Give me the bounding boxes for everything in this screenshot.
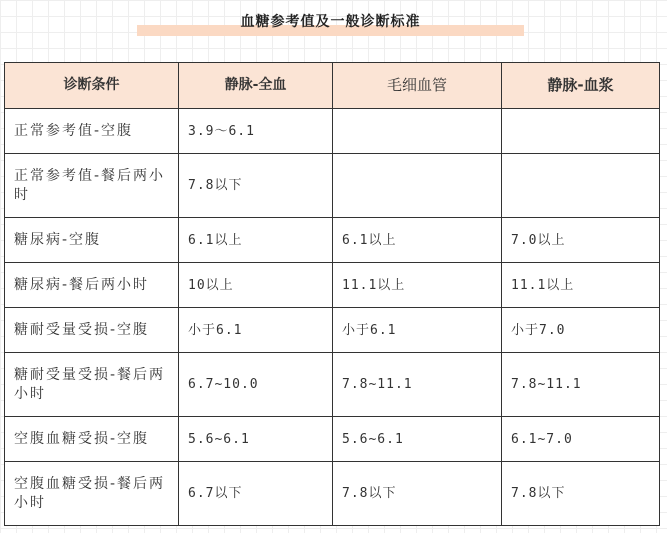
whole-blood-cell: 6.7~10.0 bbox=[179, 353, 333, 417]
header-venous-whole-blood: 静脉-全血 bbox=[179, 63, 333, 109]
table-row bbox=[5, 154, 660, 218]
whole-blood-cell: 6.7以下 bbox=[179, 462, 333, 526]
table-row bbox=[5, 417, 660, 462]
whole-blood-cell: 3.9～6.1 bbox=[179, 109, 333, 154]
blood-sugar-table bbox=[4, 62, 660, 526]
whole-blood-cell: 7.8以下 bbox=[179, 154, 333, 218]
plasma-cell bbox=[502, 154, 660, 218]
capillary-cell: 11.1以上 bbox=[333, 263, 502, 308]
condition-cell: 糖尿病-空腹 bbox=[5, 218, 179, 263]
whole-blood-cell: 10以上 bbox=[179, 263, 333, 308]
condition-cell: 空腹血糖受损-空腹 bbox=[5, 417, 179, 462]
plasma-cell: 11.1以上 bbox=[502, 263, 660, 308]
condition-cell: 糖耐受量受损-空腹 bbox=[5, 308, 179, 353]
table-row bbox=[5, 263, 660, 308]
condition-cell: 糖耐受量受损-餐后两小时 bbox=[5, 353, 179, 417]
header-venous-plasma: 静脉-血浆 bbox=[502, 63, 660, 109]
condition-cell: 正常参考值-空腹 bbox=[5, 109, 179, 154]
capillary-cell: 6.1以上 bbox=[333, 218, 502, 263]
header-condition: 诊断条件 bbox=[5, 63, 179, 109]
page-title: 血糖参考值及一般诊断标准 bbox=[240, 14, 421, 30]
table-row bbox=[5, 218, 660, 263]
plasma-cell: 7.0以上 bbox=[502, 218, 660, 263]
table-row bbox=[5, 308, 660, 353]
plasma-cell: 小于7.0 bbox=[502, 308, 660, 353]
capillary-cell: 小于6.1 bbox=[333, 308, 502, 353]
capillary-cell bbox=[333, 109, 502, 154]
plasma-cell: 7.8~11.1 bbox=[502, 353, 660, 417]
capillary-cell: 7.8以下 bbox=[333, 462, 502, 526]
whole-blood-cell: 6.1以上 bbox=[179, 218, 333, 263]
capillary-cell: 7.8~11.1 bbox=[333, 353, 502, 417]
whole-blood-cell: 5.6~6.1 bbox=[179, 417, 333, 462]
plasma-cell: 6.1~7.0 bbox=[502, 417, 660, 462]
plasma-cell bbox=[502, 109, 660, 154]
header-capillary: 毛细血管 bbox=[333, 63, 502, 109]
condition-cell: 正常参考值-餐后两小时 bbox=[5, 154, 179, 218]
header-row bbox=[5, 63, 660, 109]
capillary-cell bbox=[333, 154, 502, 218]
plasma-cell: 7.8以下 bbox=[502, 462, 660, 526]
table-row bbox=[5, 109, 660, 154]
table-row bbox=[5, 353, 660, 417]
whole-blood-cell: 小于6.1 bbox=[179, 308, 333, 353]
condition-cell: 空腹血糖受损-餐后两小时 bbox=[5, 462, 179, 526]
condition-cell: 糖尿病-餐后两小时 bbox=[5, 263, 179, 308]
capillary-cell: 5.6~6.1 bbox=[333, 417, 502, 462]
table-row bbox=[5, 462, 660, 526]
title-block bbox=[137, 9, 524, 37]
